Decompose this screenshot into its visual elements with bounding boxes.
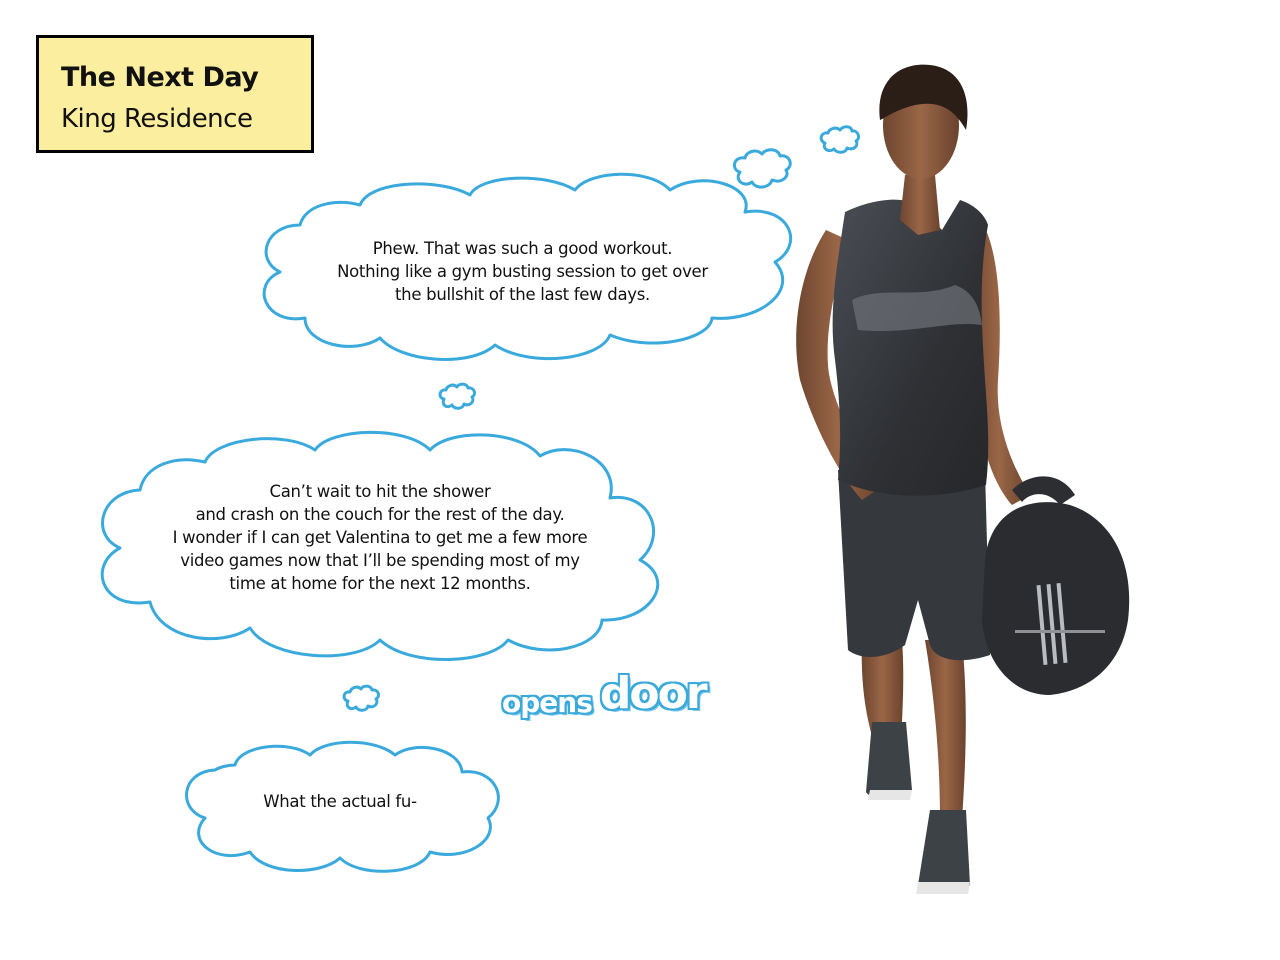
- bubble-1-text: [300, 237, 745, 306]
- bubble-1-line: Nothing like a gym busting session to get over: [337, 262, 708, 281]
- thought-puff: [821, 127, 858, 153]
- bubble-2-line: I wonder if I can get Valentina to get me a few more: [172, 528, 588, 547]
- thought-puff: [344, 686, 378, 710]
- bubble-2-line: and crash on the couch for the rest of the day.: [195, 505, 565, 524]
- bubble-2-line: video games now that I’ll be spending most of my: [180, 551, 580, 570]
- bubble-3-line: What the actual fu-: [263, 792, 417, 811]
- sound-effect: [502, 668, 706, 719]
- bubble-2-line: time at home for the next 12 months.: [229, 574, 531, 593]
- thought-puff: [440, 384, 474, 408]
- bubble-1-line: the bullshit of the last few days.: [395, 285, 650, 304]
- sound-effect-word: door: [599, 668, 706, 719]
- caption-title: The Next Day: [61, 62, 259, 93]
- bubble-2-text: [145, 480, 615, 595]
- character-figure: [796, 65, 1129, 894]
- sound-effect-word: opens: [502, 686, 592, 719]
- bubble-2-line: Can’t wait to hit the shower: [269, 482, 491, 501]
- bubble-1-line: Phew. That was such a good workout.: [372, 239, 673, 258]
- bubble-3-text: [220, 790, 460, 813]
- caption-location: King Residence: [61, 104, 253, 134]
- thought-puff: [734, 150, 790, 187]
